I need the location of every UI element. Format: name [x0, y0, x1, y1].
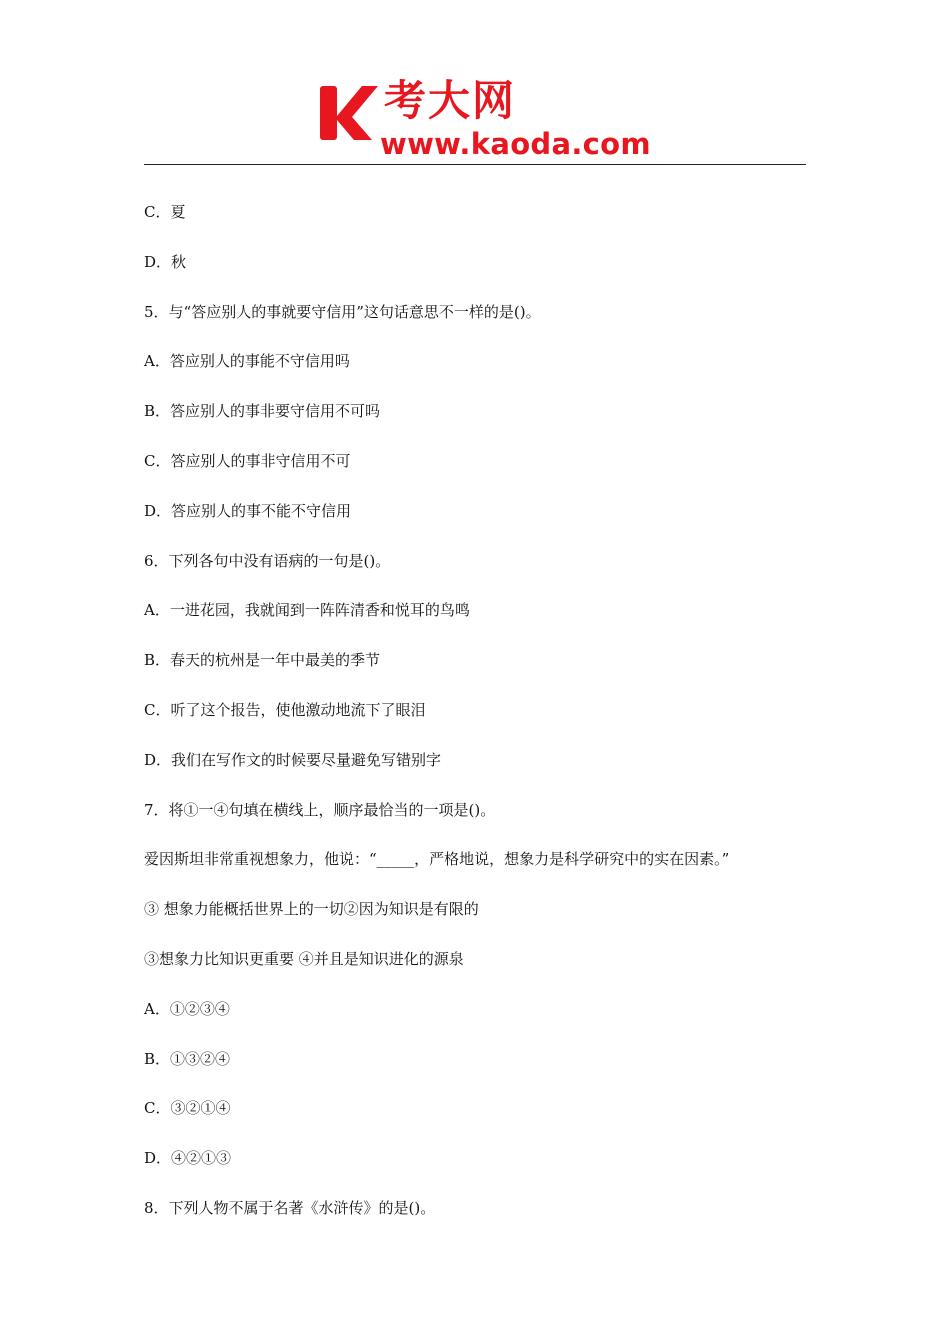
question-6: 6．下列各句中没有语病的一句是()。 — [144, 551, 391, 570]
option-d-q6: D．我们在写作文的时候要尽量避免写错别字 — [144, 750, 442, 769]
option-a-q5: A．答应别人的事能不守信用吗 — [144, 352, 350, 371]
option-a-q6: A．一进花园，我就闻到一阵阵清香和悦耳的鸟鸣 — [144, 601, 470, 620]
question-7: 7．将①一④句填在横线上，顺序最恰当的一项是()。 — [144, 800, 496, 819]
kaoda-logo — [318, 76, 651, 161]
option-c-q4: C．夏 — [144, 203, 186, 221]
page-header — [144, 70, 806, 166]
option-c-q6: C．听了这个报告，使他激动地流下了眼泪 — [144, 700, 426, 719]
option-c-q5: C．答应别人的事非守信用不可 — [144, 451, 351, 470]
logo-url-text: www.kaoda.com — [380, 127, 651, 161]
option-b-q7: B．①③②④ — [144, 1049, 231, 1068]
logo-chinese-text: 考大网 — [384, 76, 517, 125]
question-5: 5．与“答应别人的事就要守信用”这句话意思不一样的是()。 — [144, 302, 541, 321]
k-logo-icon — [318, 80, 380, 144]
question-7-sentences-1: ③ 想象力能概括世界上的一切②因为知识是有限的 — [144, 900, 479, 919]
question-7-sentences-2: ③想象力比知识更重要 ④并且是知识进化的源泉 — [144, 949, 464, 968]
option-c-q7: C．③②①④ — [144, 1099, 231, 1118]
question-8: 8．下列人物不属于名著《水浒传》的是()。 — [144, 1198, 436, 1217]
question-7-passage: 爱因斯坦非常重视想象力，他说：“_____，严格地说，想象力是科学研究中的实在因素。” — [144, 850, 730, 869]
option-d-q7: D．④②①③ — [144, 1149, 232, 1168]
option-a-q7: A．①②③④ — [144, 999, 230, 1018]
option-b-q6: B．春天的杭州是一年中最美的季节 — [144, 651, 381, 670]
document-body — [144, 197, 824, 1243]
option-b-q5: B．答应别人的事非要守信用不可吗 — [144, 402, 381, 421]
option-d-q5: D．答应别人的事不能不守信用 — [144, 501, 352, 520]
header-divider — [144, 164, 806, 165]
option-d-q4: D．秋 — [144, 252, 187, 271]
